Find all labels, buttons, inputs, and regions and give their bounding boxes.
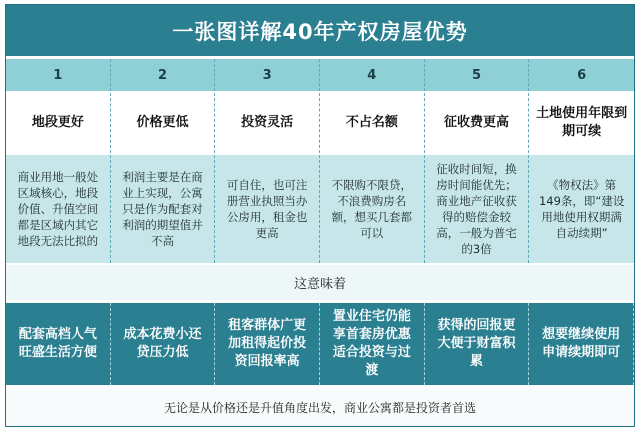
column-description: 征收时间短，换房时间能优先；商业地产征收获得的赔偿金较高，一般为普宅的3倍	[425, 155, 530, 263]
description-row	[6, 155, 634, 263]
column-description: 不限购不限贷，不浪费购房名额，想买几套都可以	[320, 155, 425, 263]
column-heading: 投资灵活	[215, 93, 320, 153]
column-number: 3	[215, 59, 320, 91]
column-number: 2	[111, 59, 216, 91]
column-heading: 不占名额	[320, 93, 425, 153]
column-meaning: 租客群体广更加租得起价投资回报率高	[215, 303, 320, 385]
column-description: 《物权法》第149条，即“建设用地使用权期满自动续期”	[538, 178, 625, 240]
footer-summary: 无论是从价格还是升值角度出发，商业公寓都是投资者首选	[6, 389, 634, 426]
column-meaning: 获得的回报更大便于财富积累	[425, 303, 530, 385]
column-number: 1	[6, 59, 111, 91]
column-number: 6	[577, 67, 587, 83]
column-heading: 价格更低	[111, 93, 216, 153]
heading-row	[6, 93, 634, 153]
number-row	[6, 59, 634, 91]
page-title: 一张图详解40年产权房屋优势	[6, 5, 634, 56]
section-divider-label: 这意味着	[6, 265, 634, 300]
column-description: 可自住，也可注册营业执照当办公房用，租金也更高	[215, 155, 320, 263]
column-description: 商业用地一般处区域核心，地段价值、升值空间都是区域内其它地段无法比拟的	[6, 155, 111, 263]
column-meaning: 成本花费小还贷压力低	[111, 303, 216, 385]
column-meaning: 想要继续使用申请续期即可	[529, 303, 634, 385]
column-heading: 地段更好	[6, 93, 111, 153]
column-number: 5	[425, 59, 530, 91]
column-heading: 征收费更高	[425, 93, 530, 153]
meaning-row	[6, 303, 634, 385]
column-heading: 土地使用年限到期可续	[536, 106, 628, 139]
column-meaning: 配套高档人气旺盛生活方便	[6, 303, 111, 385]
column-description: 利润主要是在商业上实现，公寓只是作为配套对利润的期望值并不高	[111, 155, 216, 263]
infographic-frame	[5, 4, 635, 427]
column-meaning: 置业住宅仍能享首套房优惠适合投资与过渡	[320, 303, 425, 385]
column-number: 4	[320, 59, 425, 91]
